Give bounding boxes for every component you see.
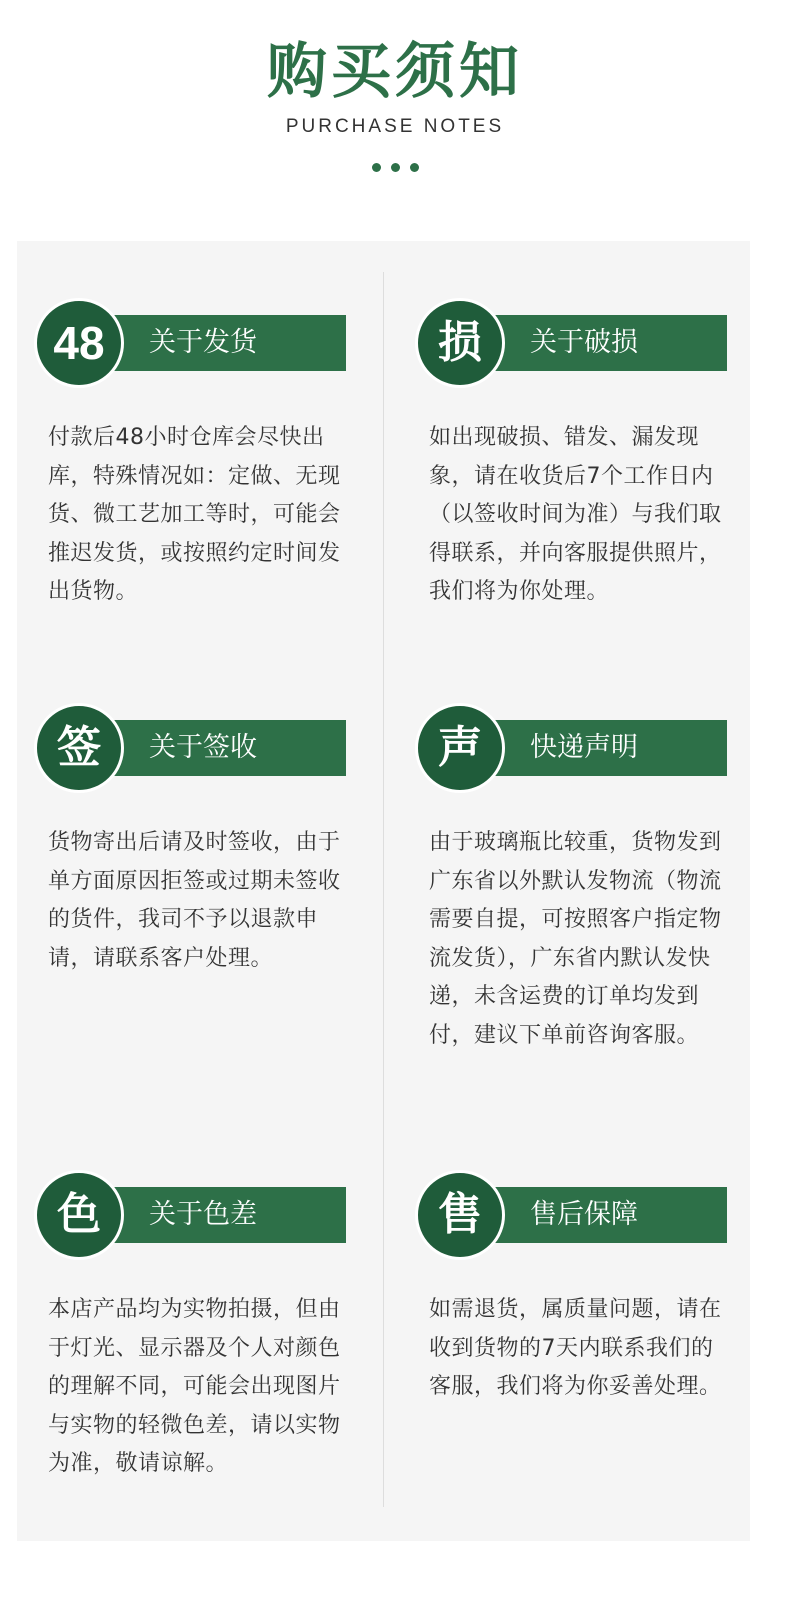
card-text: 如出现破损、错发、漏发现象，请在收货后7个工作日内（以签收时间为准）与我们取得联系，并向客服提供照片，我们将为你处理。: [429, 425, 722, 604]
header: [0, 0, 790, 240]
dot-icon: [372, 163, 381, 172]
card-badge: 签: [34, 703, 124, 793]
card-title: 快递声明: [530, 732, 638, 763]
card-title: 关于签收: [149, 732, 257, 763]
card-title: 关于发货: [149, 327, 257, 358]
dot-icon: [391, 163, 400, 172]
card-title: 关于色差: [149, 1199, 257, 1230]
card-tag-bar: [109, 1187, 346, 1243]
card-badge: 声: [415, 703, 505, 793]
dot-icon: [410, 163, 419, 172]
card-tag-bar: [490, 1187, 727, 1243]
page-title: 购买须知: [267, 37, 523, 107]
card-badge: 损: [415, 298, 505, 388]
card-title: 关于破损: [530, 327, 638, 358]
card-tag-bar: [109, 315, 346, 371]
card-tag-bar: [490, 315, 727, 371]
card-tag-bar: [490, 720, 727, 776]
card-text: 由于玻璃瓶比较重，货物发到广东省以外默认发物流（物流需要自提，可按照客户指定物流发货），广东省内默认发快递，未含运费的订单均发到付，建议下单前咨询客服。: [429, 830, 722, 1048]
card-text: 本店产品均为实物拍摄，但由于灯光、显示器及个人对颜色的理解不同，可能会出现图片与实物的轻微色差，请以实物为准，敬请谅解。: [48, 1297, 341, 1476]
card-tag-bar: [109, 720, 346, 776]
card-text: 如需退货，属质量问题，请在收到货物的7天内联系我们的客服，我们将为你妥善处理。: [429, 1297, 722, 1399]
column-divider: [383, 272, 384, 1507]
card-badge: 售: [415, 1170, 505, 1260]
card-title: 售后保障: [530, 1199, 638, 1230]
card-text: 付款后48小时仓库会尽快出库，特殊情况如：定做、无现货、微工艺加工等时，可能会推迟发货，或按照约定时间发出货物。: [48, 425, 341, 604]
decorative-dots: [0, 163, 790, 173]
card-badge: 48: [34, 298, 124, 388]
page-subtitle: PURCHASE NOTES: [285, 116, 505, 137]
card-text: 货物寄出后请及时签收，由于单方面原因拒签或过期未签收的货件，我司不予以退款申请，请联系客户处理。: [48, 830, 341, 971]
card-badge: 色: [34, 1170, 124, 1260]
